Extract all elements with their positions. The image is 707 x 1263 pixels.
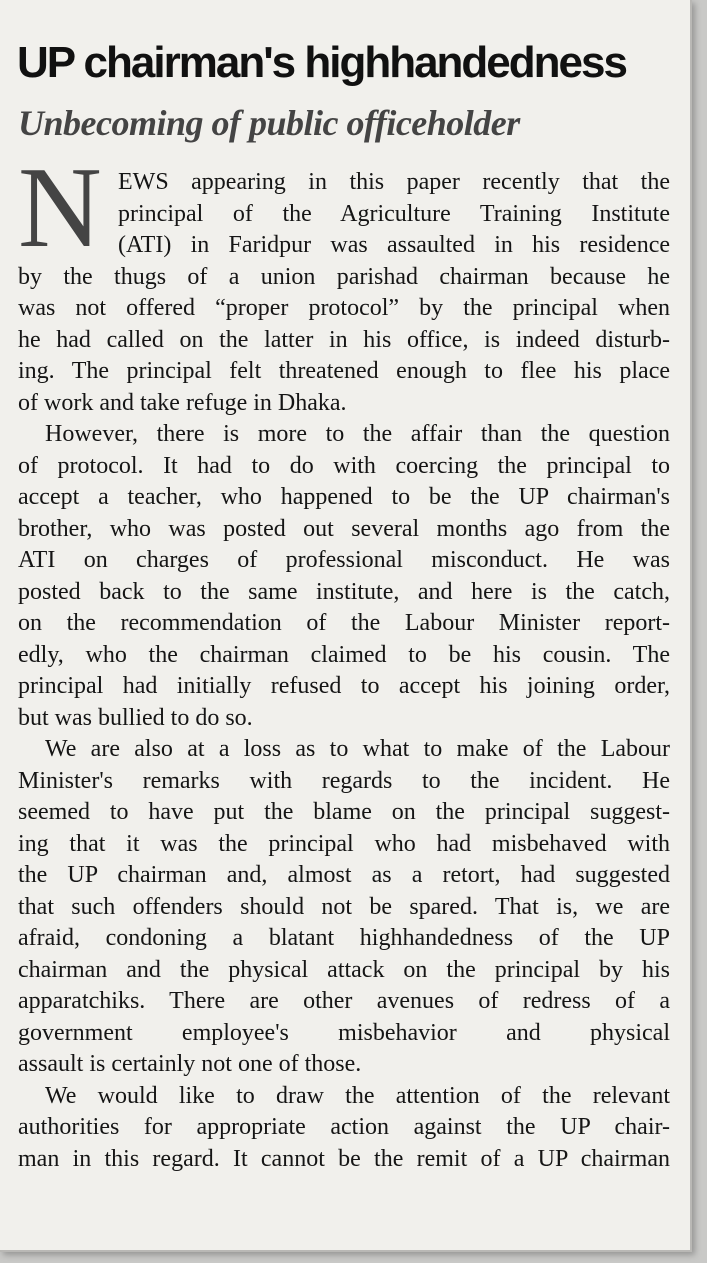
article-line: posted back to the same institute, and here is the catch,: [18, 578, 670, 605]
article-line: principal of the Agriculture Training Institute: [118, 200, 670, 227]
article-line: of work and take refuge in Dhaka.: [18, 389, 347, 416]
article-line: authorities for appropriate action against the UP chair-: [18, 1114, 670, 1140]
article-line: on the recommendation of the Labour Minister report-: [18, 610, 670, 636]
article-line: edly, who the chairman claimed to be his cousin. The: [18, 641, 670, 668]
article-line: ing. The principal felt threatened enough to flee his place: [18, 358, 670, 384]
article-body: [18, 167, 670, 1175]
article-line: but was bullied to do so.: [18, 704, 253, 731]
article-line: Minister's remarks with regards to the incident. He: [18, 767, 670, 794]
article-line: ATI on charges of professional misconduct. He was: [18, 547, 670, 573]
article-line: EWS appearing in this paper recently that the: [118, 169, 670, 195]
article-line: (ATI) in Faridpur was assaulted in his residence: [118, 232, 670, 258]
article-line: man in this regard. It cannot be the remit of a UP chairman: [18, 1145, 670, 1172]
article-line: the UP chairman and, almost as a retort, had suggested: [18, 862, 670, 888]
article-line: afraid, condoning a blatant highhandedness of the UP: [18, 925, 670, 951]
article-line: of protocol. It had to do with coercing the principal to: [18, 452, 670, 479]
article-line: brother, who was posted out several months ago from the: [18, 515, 670, 542]
article-line: he had called on the latter in his office, is indeed disturb-: [18, 326, 670, 353]
article-line: principal had initially refused to accept his joining order,: [18, 673, 670, 699]
drop-cap: N: [18, 144, 102, 272]
article-line: chairman and the physical attack on the principal by his: [18, 956, 670, 983]
article-line: that such offenders should not be spared. That is, we are: [18, 893, 670, 920]
article-line: government employee's misbehavior and physical: [18, 1019, 670, 1046]
subheadline: Unbecoming of public officeholder: [18, 103, 520, 143]
article-line: assault is certainly not one of those.: [18, 1051, 362, 1077]
article-line: We are also at a loss as to what to make of the Labour: [45, 736, 670, 762]
article-line: apparatchiks. There are other avenues of redress of a: [18, 988, 670, 1014]
article-line: We would like to draw the attention of the relevant: [45, 1082, 670, 1109]
article-line: However, there is more to the affair than the question: [45, 421, 670, 447]
article-line: accept a teacher, who happened to be the UP chairman's: [18, 484, 670, 510]
article-line: seemed to have put the blame on the principal suggest-: [18, 799, 670, 825]
article-line: by the thugs of a union parishad chairman because he: [18, 263, 670, 290]
article-line: ing that it was the principal who had misbehaved with: [18, 830, 670, 857]
headline: UP chairman's highhandedness: [17, 38, 626, 87]
article-line: was not offered “proper protocol” by the principal when: [18, 295, 670, 321]
